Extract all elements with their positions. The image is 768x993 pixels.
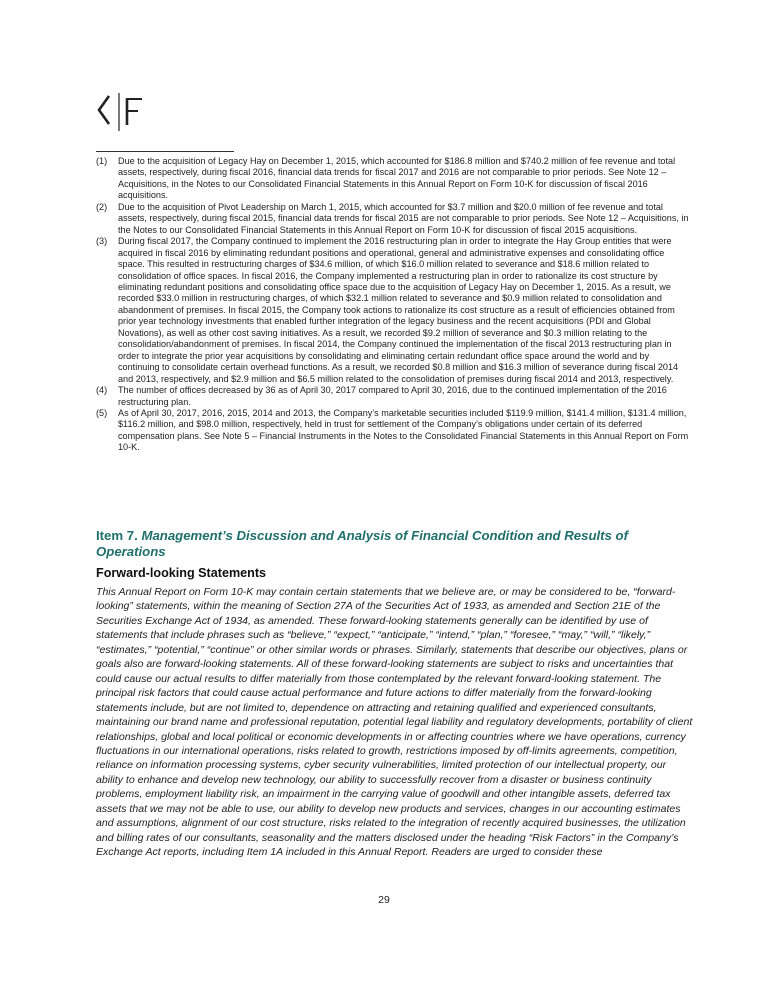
footnote-separator — [96, 151, 234, 152]
item-7-heading — [96, 528, 692, 560]
footnotes — [96, 156, 692, 454]
page-number: 29 — [378, 894, 390, 906]
kf-logo-icon — [96, 92, 146, 132]
footnote-text: During fiscal 2017, the Company continued to implement the 2016 restructuring plan in order to integrate the Hay Group entities that were acquired in fiscal 2016 by eliminating redundant positions and operational, general and administrative expenses and consolidating office space. This resulted in restructuring charges of $34.6 million, of which $16.0 million related to severance and $18.6 million related to consolidation of office spaces. In fiscal 2016, the Company implemented a restructuring plan in order to rationalize its cost structure by eliminating redundant positions and consolidating office space due to the acquisition of Legacy Hay on December 1, 2015. As a result, we recorded $33.0 million in restructuring charges, of which $32.1 million related to severance and $0.9 million related to consolidation and abandonment of premises. In fiscal 2015, the Company took actions to rationalize its cost structure as a result of efficiencies obtained from prior year technology investments that enabled further integration of the legacy business and the recent acquisitions (PDI and Global Novations), as well as other cost saving initiatives. As a result, we recorded $9.2 million of severance and $0.3 million relating to the consolidation/abandonment of premises. In fiscal 2014, the Company continued the implementation of the fiscal 2013 restructuring plan in order to integrate the prior year acquisitions by consolidating and eliminating certain redundant office space around the world and by continuing to consolidate certain overhead functions. As a result, we recorded $0.8 million and $16.3 million of severance during fiscal 2014 and 2013, respectively, and $2.9 million and $6.5 million related to the consolidation of premises during fiscal 2014 and 2013, respectively. — [118, 236, 679, 384]
section-heading: Forward-looking Statements — [96, 566, 267, 580]
footnote-text: Due to the acquisition of Pivot Leadership on March 1, 2015, which accounted for $3.7 million and $20.0 million of fee revenue and total assets, respectively, during fiscal 2015, financial data trends for fiscal 2015 are not comparable to prior periods. See Note 12 – Acquisitions, in the Notes to our Consolidated Financial Statements in this Annual Report on Form 10-K for discussion of fiscal 2015 acquisitions. — [118, 201, 689, 235]
footnote-text: Due to the acquisition of Legacy Hay on December 1, 2015, which accounted for $186.8 million and $740.2 million of fee revenue and total assets, respectively, during fiscal 2016, financial data trends for fiscal 2017 and 2016 are not comparable to prior periods. See Note 12 – Acquisitions, in the Notes to our Consolidated Financial Statements in this Annual Report on Form 10-K for discussion of fiscal 2016 acquisitions. — [118, 156, 676, 201]
footnote-5 — [96, 408, 692, 454]
footnote-text: The number of offices decreased by 36 as of April 30, 2017 compared to April 30, 2016, due to the continued implementation of the 2016 restructuring plan. — [118, 385, 667, 407]
footnote-3 — [96, 236, 692, 385]
footnote-1 — [96, 156, 692, 202]
footnote-number: (1) — [96, 156, 108, 166]
footnote-2 — [96, 202, 692, 236]
footnote-number: (5) — [96, 407, 108, 418]
footnote-number: (4) — [96, 385, 108, 396]
item-title: Management’s Discussion and Analysis of Financial Condition and Results of Operations — [96, 528, 629, 559]
item-label: Item 7. — [96, 528, 142, 543]
section-body: This Annual Report on Form 10-K may contain certain statements that we believe are, or may be considered to be, “forward-looking” statements, within the meaning of Section 27A of the Securities Act of 1933, as amended and Section 21E of the Securities Exchange Act of 1934, as amended. These forward-looking statements generally can be identified by use of statements that include phrases such as “believe,” “expect,” “anticipate,” “intend,” “plan,” “foresee,” “may,” “will,” “likely,” “estimates,” “potential,” “continue” or other similar words or phrases. Similarly, statements that describe our objectives, plans or goals also are forward-looking statements. All of these forward-looking statements are subject to risks and uncertainties that could cause our actual results to differ materially from those contemplated by the relevant forward-looking statement. The principal risk factors that could cause actual performance and future actions to differ materially from the forward-looking statements include, but are not limited to, dependence on attracting and retaining qualified and experienced consultants, maintaining our brand name and professional reputation, potential legal liability and regulatory developments, portability of client relationships, global and local political or economic developments in or affecting countries where we have operations, currency fluctuations in our international operations, risks related to growth, restrictions imposed by off-limits agreements, competition, reliance on information processing systems, cyber security vulnerabilities, limited protection of our intellectual property, our ability to enhance and develop new technology, our ability to successfully recover from a disaster or business continuity problems, employment liability risk, an impairment in the carrying value of goodwill and other intangible assets, deferred tax assets that we may not be able to use, our ability to develop new products and services, changes in our accounting estimates and assumptions, alignment of our cost structure, risks related to the integration of recently acquired businesses, the utilization and billing rates of our consultants, seasonality and the matters disclosed under the heading “Risk Factors” in the Company’s Exchange Act reports, including Item 1A included in this Annual Report. Readers are urged to consider these — [96, 586, 693, 859]
footnote-text: As of April 30, 2017, 2016, 2015, 2014 and 2013, the Company’s marketable securities included $119.9 million, $141.4 million, $131.4 million, $116.2 million, and $98.0 million, respectively, held in trust for settlement of the Company’s obligations under certain of its deferred compensation plans. See Note 5 – Financial Instruments in the Notes to the Consolidated Financial Statements in this Annual Report on Form 10-K. — [118, 407, 689, 453]
footnote-number: (2) — [96, 201, 108, 212]
footnote-4 — [96, 385, 692, 408]
footnote-number: (3) — [96, 236, 108, 247]
